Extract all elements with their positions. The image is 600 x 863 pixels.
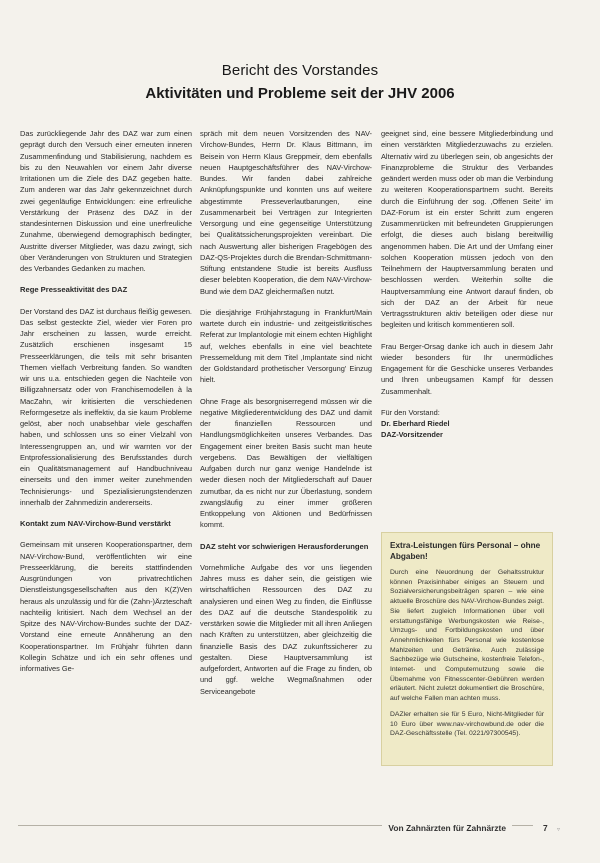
paragraph: Vornehmliche Aufgabe des vor uns liegenden Jahres muss es daher sein, die geistigen wie wirtschaftlichen Ressourcen des DAZ zu analysieren und einen Weg zu finden, die Einflüsse des DAZ auf die deutsche Standespolitik zu verstärken sowie die Mitglieder mit all ihren Anliegen nach Kräften zu unterstützen, aber gleichzeitig die finanzielle Basis des DAZ zukunftssicherer zu gestalten. Diese Hauptversammlung ist aufgefordert, Antworten auf die Frage zu finden, ob und ggf. welche Wegmaßnahmen oder Serviceangebote [200, 562, 372, 696]
page-number: 7 [543, 823, 548, 833]
signature-name: Dr. Eberhard Riedel [381, 419, 450, 428]
text-column-1 [20, 128, 192, 684]
page-title: Bericht des Vorstandes [221, 62, 379, 79]
paragraph: Die diesjährige Frühjahrstagung in Frankfurt/Main wartete durch ein industrie- und zeitgeistkritisches Referat zur Implantologie mit einem echten Highlight auf, welches ebenfalls in eine viel beachtete Pressemeldung mit dem Titel ‚Implantate sind nicht der Goldstandard prothetischer Versorgung' Einzug hielt. [200, 307, 372, 385]
paragraph: Gemeinsam mit unseren Kooperationspartner, dem NAV-Virchow-Bund, veröffentlichten wir eine Presseerklärung, die bereits stattfindenden Ausgründungen von privatrechtlichen Dienstleistungsgesellschaften aus den K(Z)Ven heraus als unzulässig und für die (Zahn-)Ärzteschaft nachteilig kritisiert. Nach dem Wechsel an der Spitze des NAV-Virchow-Bundes suchte der DAZ-Vorstand eine erneute Annäherung an den Kooperationspartner. Im Frühjahr führten dann Kollegin Schätze und ich ein sehr offenes und informatives Ge- [20, 540, 192, 673]
info-box-title: Extra-Leistungen fürs Personal – ohne Abgaben! [390, 541, 541, 561]
paragraph: spräch mit dem neuen Vorsitzenden des NAV-Virchow-Bundes, Herrn Dr. Klaus Bittmann, im Beisein von Herrn Klaus Greppmeir, dem ebenfalls neuen Hauptgeschäftsführer des NAV-Virchow-Bundes. Wir fanden dabei zahlreiche Anknüpfungspunkte und konnten uns auf weitere abgestimmte Presseverlautbarungen, eine Zusammenarbeit bei Verträgen zur Integrierten Versorgung und eine gegenseitige Unterstützung bei Qualitätssicherungsprojekten vereinbart. Die nach Auswertung aller bisherigen Fragebögen des DAZ-QS-Projektes durch die Brendan-Schmittmann-Stiftung entstandene Studie ist bereits Ausfluss dieser belebten Kooperation, die dem NAV-Virchow-Bund wie dem DAZ gleichermaßen nutzt. [200, 129, 372, 296]
signature-role: DAZ-Vorsitzender [381, 430, 443, 440]
page-mark-icon: ▿ [557, 827, 561, 833]
signature-intro: Für den Vorstand: [381, 407, 440, 417]
footer-tagline: Von Zahnärzten für Zahnärzte [382, 823, 512, 833]
paragraph: Frau Berger-Orsag danke ich auch in diesem Jahr wieder besonders für Ihr unermüdliches Engagement für die Geschicke unseres Verbandes und Ihren unbeugsamen Kampf für dessen Zusammenhalt. [381, 341, 553, 396]
paragraph: Ohne Frage als besorgniserregend müssen wir die negative Mitgliederentwicklung des DAZ und damit der finanziellen Ressourcen und Handlungsmöglichkeiten unseres Verbandes. Das Engagement einer breiten Basis sucht man heute vergebens. Das Bewältigen der vielfältigen Aufgaben durch nur ganz wenige Handelnde ist weder diesen noch der Mitgliederschaft auf Dauer zumutbar, da es nicht nur zur Überlastung, sondern zwangsläufig zu einer immer größeren Entkoppelung von Aktionen und Bedürfnissen kommt. [200, 396, 372, 530]
info-box-text: Durch eine Neuordnung der Gehaltsstruktur können Praxisinhaber einiges an Steuern und Sozialversicherungsbeiträgen sparen – wie eine aktuelle Broschüre des NAV-Virchow-Bundes zeigt. Sie liefert zugleich Informationen über voll erstattungsfähige Werbungskosten wie Reise-, Umzugs- und Fortbildungskosten und über Annehmlichkeiten fürs Personal wie kostenlose Mahlzeiten und Getränke. Auch zulässige Sachbezüge wie Gutscheine, kostenfreie Telefon-, Internet- und Computernutzung sowie die Übernahme von Fitnesscenter-Gebühren werden erläutert. Nicht zuletzt dokumentiert die Broschüre, auf welche Fallen man achten muss. [390, 569, 544, 703]
text-column-3 [381, 128, 553, 441]
paragraph: Das zurückliegende Jahr des DAZ war zum einen geprägt durch den Versuch einer erneuten inneren Zusammenfindung und Stabilisierung, nachdem es bis zu den Neuwahlen vor einem Jahr diverse Irritationen um die Ziele des DAZ gegeben hatte. Zum anderen war das Jahr gekennzeichnet durch zwei gegenläufige Entwicklungen: eine erfreuliche Verstärkung der Präsenz des DAZ in der standesinternen Diskussion und eine unerfreuliche Zunahme, überwiegend demographisch bedingter, Austritte diverser Mitglieder, was dazu zwingt, sich über Veränderungen von Strukturen und Strategien des Verbandes Gedanken zu machen. [20, 129, 192, 273]
section-heading: Kontakt zum NAV-Virchow-Bund verstärkt [20, 519, 171, 528]
page-subtitle: Aktivitäten und Probleme seit der JHV 2006 [145, 85, 455, 102]
signature-block [381, 407, 553, 441]
info-box [381, 532, 553, 766]
section-heading: DAZ steht vor schwierigen Herausforderungen [200, 541, 369, 551]
info-box-text: DAZler erhalten sie für 5 Euro, Nicht-Mitglieder für 10 Euro über www.nav-virchowbund.de oder die DAZ-Geschäftsstelle (Tel. 0221/97300545). [390, 710, 544, 738]
section-heading: Rege Presseaktivität des DAZ [20, 285, 128, 295]
paragraph: geeignet sind, eine bessere Mitgliederbindung und einen verstärkten Mitgliederzuwachs zu erzielen. Alternativ wird zu überlegen sein, ob angesichts der Finanzprobleme die Struktur des Verbandes geändert werden muss oder ob man die Verbindung zu weiteren Kooperationspartnern sucht. Bereits durch die Einführung der sog. ‚Offenen Seite' im DAZ-Forum ist ein erster Schritt zum engeren Zusammenrücken mit befreundeten Gruppierungen erfolgt, die dieses auch bislang bereitwillig angenommen haben. Die Art und der Umfang einer solchen Kooperation müssen jedoch von den Teilnehmern der Hauptversammlung beraten und beschlossen werden. Weiterhin sollte die Hauptversammlung eine Antwort darauf finden, ob sich der DAZ an der Arbeit für neue Vertragsstrukturen aktiv beteiligen oder diese nur begleiten und kritisch kommentieren soll. [381, 129, 553, 330]
paragraph: Der Vorstand des DAZ ist durchaus fleißig gewesen. Das selbst gesteckte Ziel, wieder vier Foren pro Jahr erscheinen zu lassen, wurde erreicht. Zusätzlich erschienen insgesamt 15 Presseerklärungen, die teils mit sehr brisanten Themen vielfach Verbreitung fanden. So wandten wir uns u.a. entschieden gegen die Nachteile von Billigzahnersatz oder von Franchisemodellen à la MacZahn, wir kritisierten die verschiedenen Reformgesetze als ineffektiv, da sie kaum Probleme gelöst, aber noch unabsehbar viele geschaffen haben, und schlossen uns so einer Vielzahl von Interessengruppen an, und wir warnten vor der Entprofessionalisierung des Berufsstandes durch ein Qualitätsmanagement auf Handbuchniveau einerseits und den immer weiter zunehmenden Technisierungs- und Spezialisierungstendenzen innerhalb der Zahnmedizin andererseits. [20, 306, 192, 507]
text-column-2 [200, 128, 372, 707]
